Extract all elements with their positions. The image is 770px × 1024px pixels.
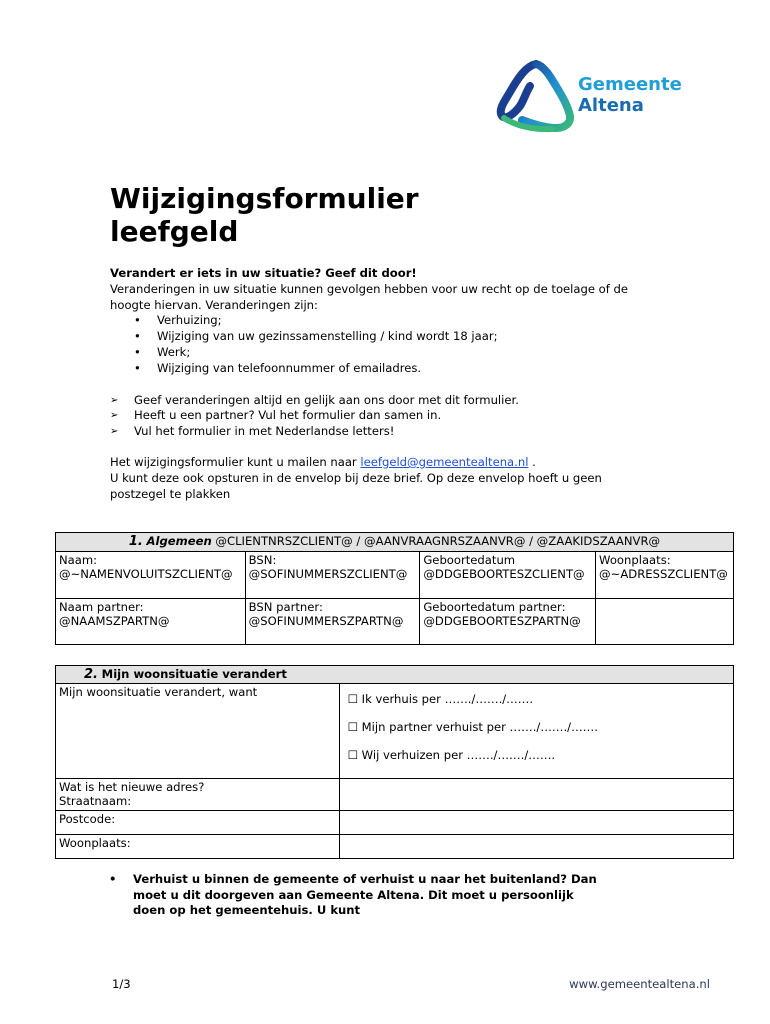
- bsn-field[interactable]: [245, 551, 420, 598]
- postcode-label: Postcode:: [56, 810, 340, 834]
- field-label: Geboortedatum: [423, 552, 516, 567]
- field-label: Naam partner:: [59, 599, 144, 614]
- field-value: @NAAMSZPARTN@: [59, 614, 170, 628]
- change-item: • Wijziging van uw gezinssamenstelling / kind wordt 18 jaar;: [157, 329, 630, 345]
- street-label: Straatnaam:: [59, 794, 132, 808]
- move-options: [339, 683, 733, 778]
- field-value: @~NAMENVOLUITSZCLIENT@: [59, 567, 233, 581]
- page-number: 1/3: [112, 977, 131, 991]
- section-codes: @CLIENTNRSZCLIENT@ / @AANVRAAGNRSZAANVR@ / @ZAAKIDSZAANVR@: [211, 534, 661, 548]
- city-label: Woonplaats:: [56, 834, 340, 858]
- field-value: @SOFINUMMERSZCLIENT@: [248, 567, 408, 581]
- field-value: @~ADRESSZCLIENT@: [599, 567, 728, 581]
- section-number: 2.: [84, 667, 98, 682]
- postcode-input[interactable]: [339, 810, 733, 834]
- field-value: @DDGEBOORTESZPARTN@: [423, 614, 581, 628]
- section-housing-header: [56, 666, 734, 684]
- section-general-header: [56, 533, 734, 552]
- partner-birthdate-field[interactable]: [420, 598, 596, 644]
- email-link[interactable]: leefgeld@gemeentealtena.nl: [360, 454, 529, 469]
- housing-lead: Mijn woonsituatie verandert, want: [56, 683, 340, 778]
- new-address-question: Wat is het nieuwe adres?: [59, 779, 205, 794]
- mail-paragraph: [110, 455, 630, 471]
- new-address-label: [56, 778, 340, 810]
- intro-text: Veranderingen in uw situatie kunnen gevolgen hebben voor uw recht op de toelage of de hoogte hiervan. Veranderingen zijn:: [110, 281, 629, 312]
- option-partner-moves[interactable]: ☐ Mijn partner verhuist per ……./……./…….: [347, 719, 598, 734]
- field-label: BSN:: [248, 552, 277, 567]
- logo-text-gemeente: Gemeente: [578, 74, 682, 95]
- field-label: Naam:: [59, 552, 98, 567]
- instruction-item: ➢ Geef veranderingen altijd en gelijk aan ons door met dit formulier.: [134, 393, 630, 409]
- intro-section: [110, 266, 630, 502]
- change-list: [110, 313, 630, 376]
- mail-rest: U kunt deze ook opsturen in de envelop bij deze brief. Op deze envelop hoeft u geen postzegel te plakken: [110, 470, 602, 501]
- field-label: BSN partner:: [248, 599, 323, 614]
- partner-name-field[interactable]: [56, 598, 246, 644]
- title-line-1: Wijzigingsformulier: [110, 182, 419, 215]
- footer-website: www.gemeentealtena.nl: [569, 977, 710, 991]
- field-value: @DDGEBOORTESZCLIENT@: [423, 567, 585, 581]
- section-title: Algemeen: [146, 534, 212, 548]
- gemeente-altena-logo: [496, 58, 686, 134]
- field-label: Woonplaats:: [599, 552, 671, 567]
- intro-question: Verandert er iets in uw situatie? Geef dit door!: [110, 266, 417, 280]
- name-field[interactable]: [56, 551, 246, 598]
- birthdate-field[interactable]: [420, 551, 596, 598]
- mail-suffix: .: [528, 454, 536, 469]
- city-input[interactable]: [339, 834, 733, 858]
- change-item: • Wijziging van telefoonnummer of emailadres.: [157, 361, 630, 377]
- logo-text-altena: Altena: [578, 95, 644, 116]
- change-item: • Werk;: [157, 345, 630, 361]
- section-housing-table: [55, 665, 734, 859]
- option-i-move[interactable]: ☐ Ik verhuis per ……./……./…….: [347, 691, 534, 706]
- field-value: @SOFINUMMERSZPARTN@: [248, 614, 404, 628]
- mail-prefix: Het wijzigingsformulier kunt u mailen naar: [110, 454, 361, 469]
- field-label: Geboortedatum partner:: [423, 599, 566, 614]
- option-we-move[interactable]: ☐ Wij verhuizen per ……./……./…….: [347, 747, 556, 762]
- altena-logo-icon: [496, 58, 576, 134]
- page-title: [110, 182, 419, 248]
- instruction-item: ➢ Heeft u een partner? Vul het formulier dan samen in.: [134, 408, 630, 424]
- instruction-list: [110, 393, 630, 440]
- street-input[interactable]: [339, 778, 733, 810]
- section-number: 1.: [128, 534, 143, 549]
- municipality-note: • Verhuist u binnen de gemeente of verhuist u naar het buitenland? Dan moet u dit doorgeven aan Gemeente Altena. Dit moet u persoonlijk doen op het gemeentehuis. U kunt: [133, 872, 603, 919]
- section-title: Mijn woonsituatie verandert: [101, 667, 287, 681]
- instruction-item: ➢ Vul het formulier in met Nederlandse letters!: [134, 424, 630, 440]
- empty-field[interactable]: [596, 598, 734, 644]
- title-line-2: leefgeld: [110, 215, 239, 248]
- change-item: • Verhuizing;: [157, 313, 630, 329]
- residence-field[interactable]: [596, 551, 734, 598]
- partner-bsn-field[interactable]: [245, 598, 420, 644]
- section-general-table: [55, 532, 734, 645]
